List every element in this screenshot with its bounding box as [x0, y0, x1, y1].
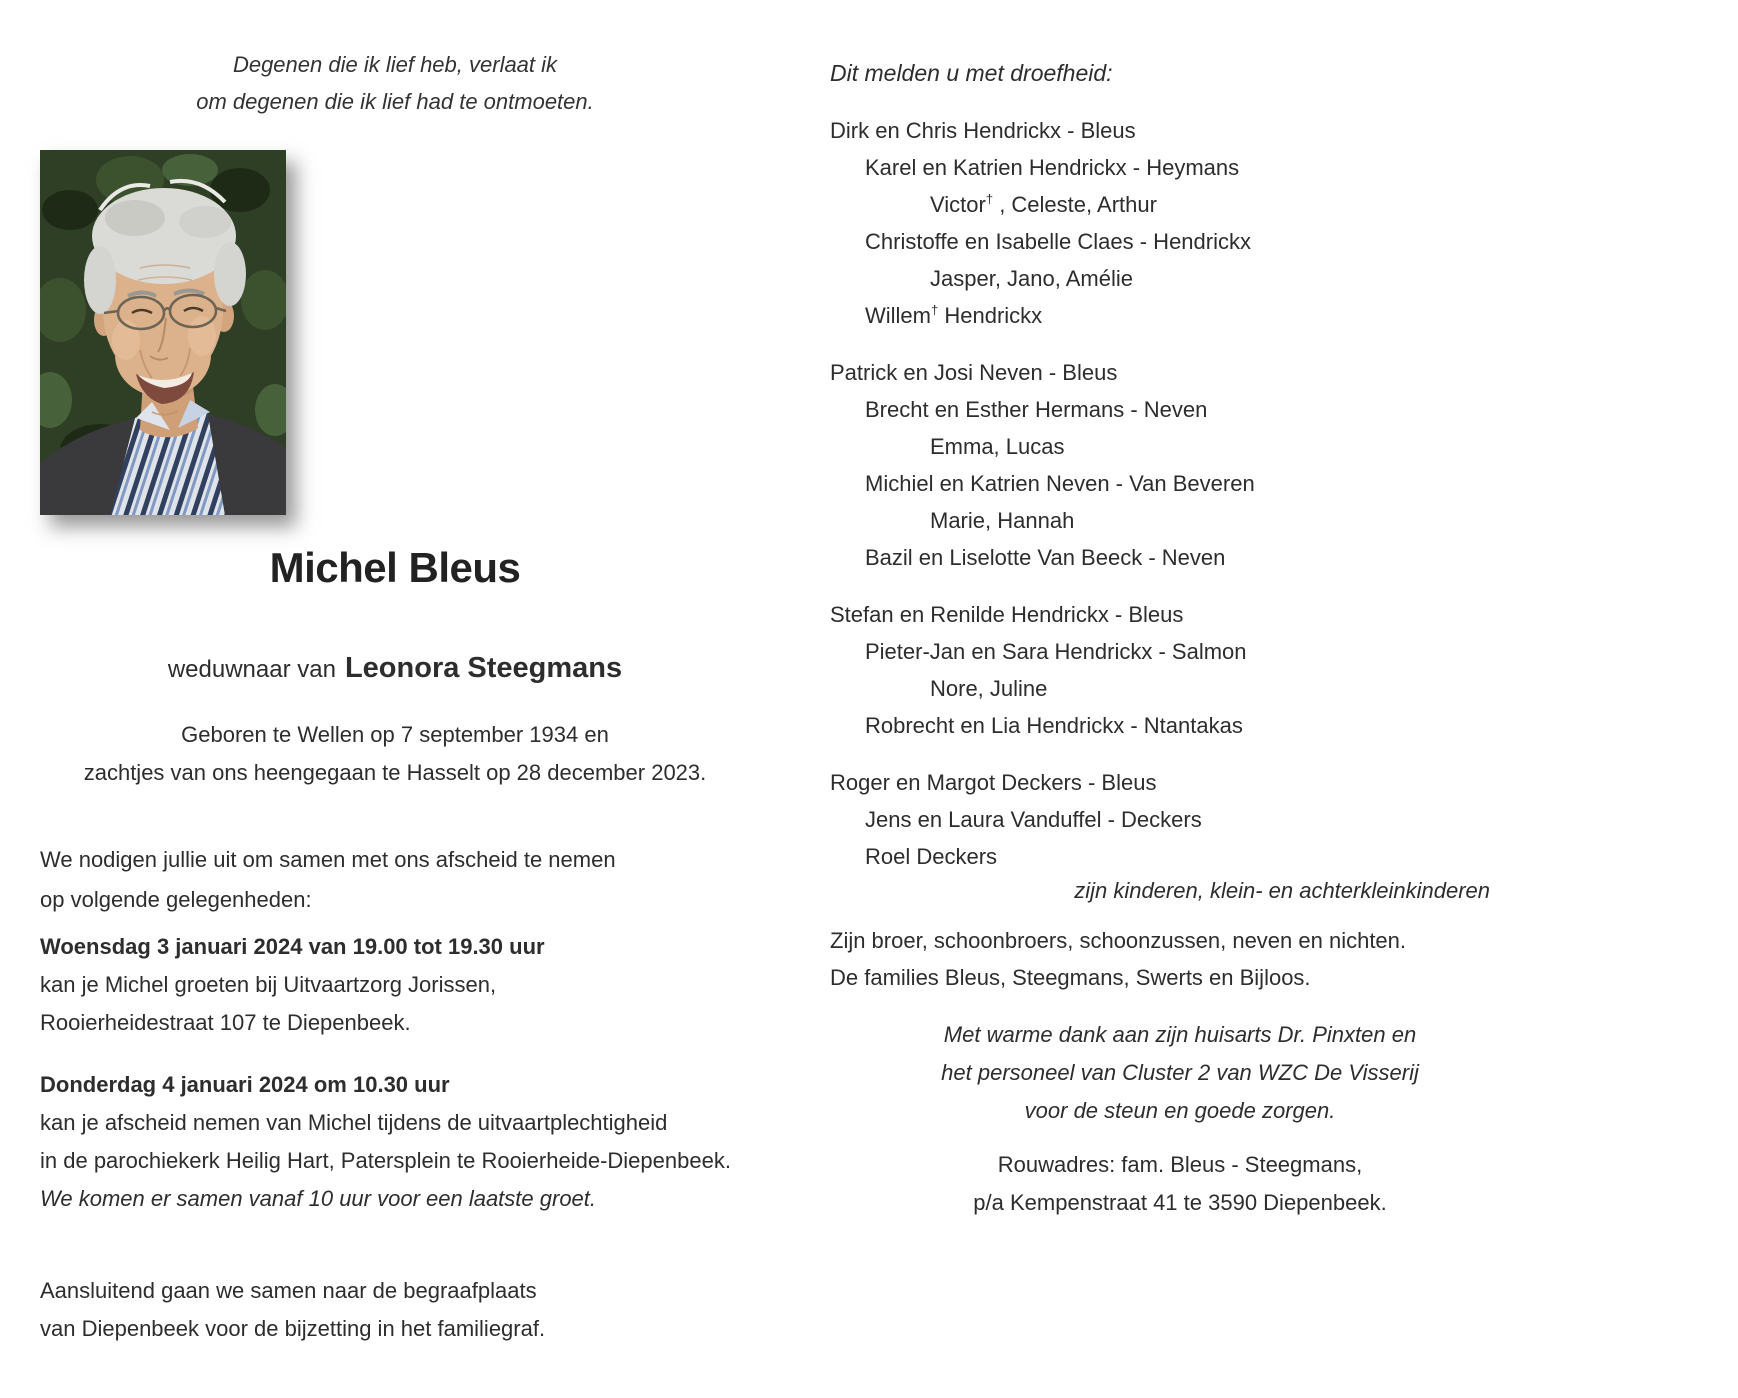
family-member-line: Brecht en Esther Hermans - Neven	[865, 397, 1208, 422]
family-member-line: Jens en Laura Vanduffel - Deckers	[865, 807, 1202, 832]
family-member-line: Robrecht en Lia Hendrickx - Ntantakas	[865, 713, 1243, 738]
widower-line	[40, 652, 750, 685]
family-member-line: Roel Deckers	[865, 844, 998, 869]
announcement-header: Dit melden u met droefheid:	[830, 60, 1113, 86]
family-member-line: Emma, Lucas	[930, 434, 1065, 459]
deceased-name: Michel Bleus	[269, 544, 521, 591]
widower-prefix: weduwnaar van	[167, 656, 336, 683]
family-member-line: Christoffe en Isabelle Claes - Hendrickx	[865, 229, 1251, 254]
life-date-line: zachtjes van ons heengegaan te Hasselt op 28 december 2023.	[83, 760, 707, 785]
funeral-event-details	[40, 1104, 731, 1180]
thanks-note	[830, 1016, 1530, 1130]
family-member-line: Pieter-Jan en Sara Hendrickx - Salmon	[865, 639, 1247, 664]
quote-line: Degenen die ik lief heb, verlaat ik	[232, 52, 558, 77]
mourning-address-line: Rouwadres: fam. Bleus - Steegmans,	[997, 1152, 1363, 1177]
mourning-address-line: p/a Kempenstraat 41 te 3590 Diepenbeek.	[973, 1190, 1387, 1215]
funeral-event	[40, 1066, 731, 1218]
kinship-note: zijn kinderen, klein- en achterkleinkinderen	[1074, 878, 1490, 903]
family-member-line: Roger en Margot Deckers - Bleus	[830, 770, 1157, 795]
family-member-line: Bazil en Liselotte Van Beeck - Neven	[865, 545, 1226, 570]
family-member-line: Patrick en Josi Neven - Bleus	[830, 360, 1118, 385]
family-member-line: Nore, Juline	[930, 676, 1048, 701]
family-group	[830, 112, 1255, 334]
viewing-event	[40, 928, 545, 1042]
burial-note	[40, 1272, 545, 1348]
thanks-line: Met warme dank aan zijn huisarts Dr. Pinxten en	[943, 1022, 1417, 1047]
invitation-line: op volgende gelegenheden:	[40, 887, 312, 912]
invitation-text	[40, 840, 616, 920]
event-detail-line: Rooierheidestraat 107 te Diepenbeek.	[40, 1010, 411, 1035]
family-group	[830, 764, 1255, 875]
thanks-line: het personeel van Cluster 2 van WZC De Visserij	[941, 1060, 1419, 1085]
burial-note-line: van Diepenbeek voor de bijzetting in het familiegraf.	[40, 1316, 546, 1341]
invitation-line: We nodigen jullie uit om samen met ons afscheid te nemen	[40, 847, 616, 872]
birth-death-dates	[40, 716, 750, 792]
thanks-line: voor de steun en goede zorgen.	[1024, 1098, 1336, 1123]
viewing-event-details	[40, 966, 545, 1042]
quote-line: om degenen die ik lief had te ontmoeten.	[196, 89, 594, 114]
relatives-note	[830, 922, 1406, 996]
family-member-line: Willem† Hendrickx	[865, 302, 1043, 328]
mourning-address	[830, 1146, 1530, 1222]
family-member-line: Karel en Katrien Hendrickx - Heymans	[865, 155, 1240, 180]
event-detail-line: in de parochiekerk Heilig Hart, Patersplein te Rooierheide-Diepenbeek.	[40, 1148, 731, 1173]
spouse-name: Leonora Steegmans	[344, 652, 623, 684]
family-group	[830, 354, 1255, 576]
event-detail-line: kan je Michel groeten bij Uitvaartzorg Jorissen,	[40, 972, 497, 997]
family-group	[830, 596, 1255, 744]
family-member-line: Jasper, Jano, Amélie	[930, 266, 1134, 291]
family-list	[830, 112, 1255, 895]
family-member-line: Michiel en Katrien Neven - Van Beveren	[865, 471, 1255, 496]
relatives-line: Zijn broer, schoonbroers, schoonzussen, neven en nichten.	[830, 928, 1407, 953]
memorial-quote	[40, 46, 750, 120]
family-member-line: Marie, Hannah	[930, 508, 1075, 533]
deceased-dagger-icon: †	[985, 191, 994, 207]
deceased-dagger-icon: †	[931, 302, 939, 318]
family-member-line: Stefan en Renilde Hendrickx - Bleus	[830, 602, 1184, 627]
burial-note-line: Aansluitend gaan we samen naar de begraafplaats	[40, 1278, 537, 1303]
funeral-event-title: Donderdag 4 januari 2024 om 10.30 uur	[40, 1072, 450, 1097]
gathering-note: We komen er samen vanaf 10 uur voor een laatste groet.	[40, 1186, 597, 1211]
life-date-line: Geboren te Wellen op 7 september 1934 en	[181, 722, 609, 747]
family-member-line: Victor† , Celeste, Arthur	[930, 191, 1157, 217]
portrait-photo	[40, 150, 286, 515]
relatives-line: De families Bleus, Steegmans, Swerts en Bijloos.	[830, 965, 1311, 990]
family-member-line: Dirk en Chris Hendrickx - Bleus	[830, 118, 1136, 143]
event-detail-line: kan je afscheid nemen van Michel tijdens de uitvaartplechtigheid	[40, 1110, 668, 1135]
viewing-event-title: Woensdag 3 januari 2024 van 19.00 tot 19.30 uur	[40, 934, 545, 959]
